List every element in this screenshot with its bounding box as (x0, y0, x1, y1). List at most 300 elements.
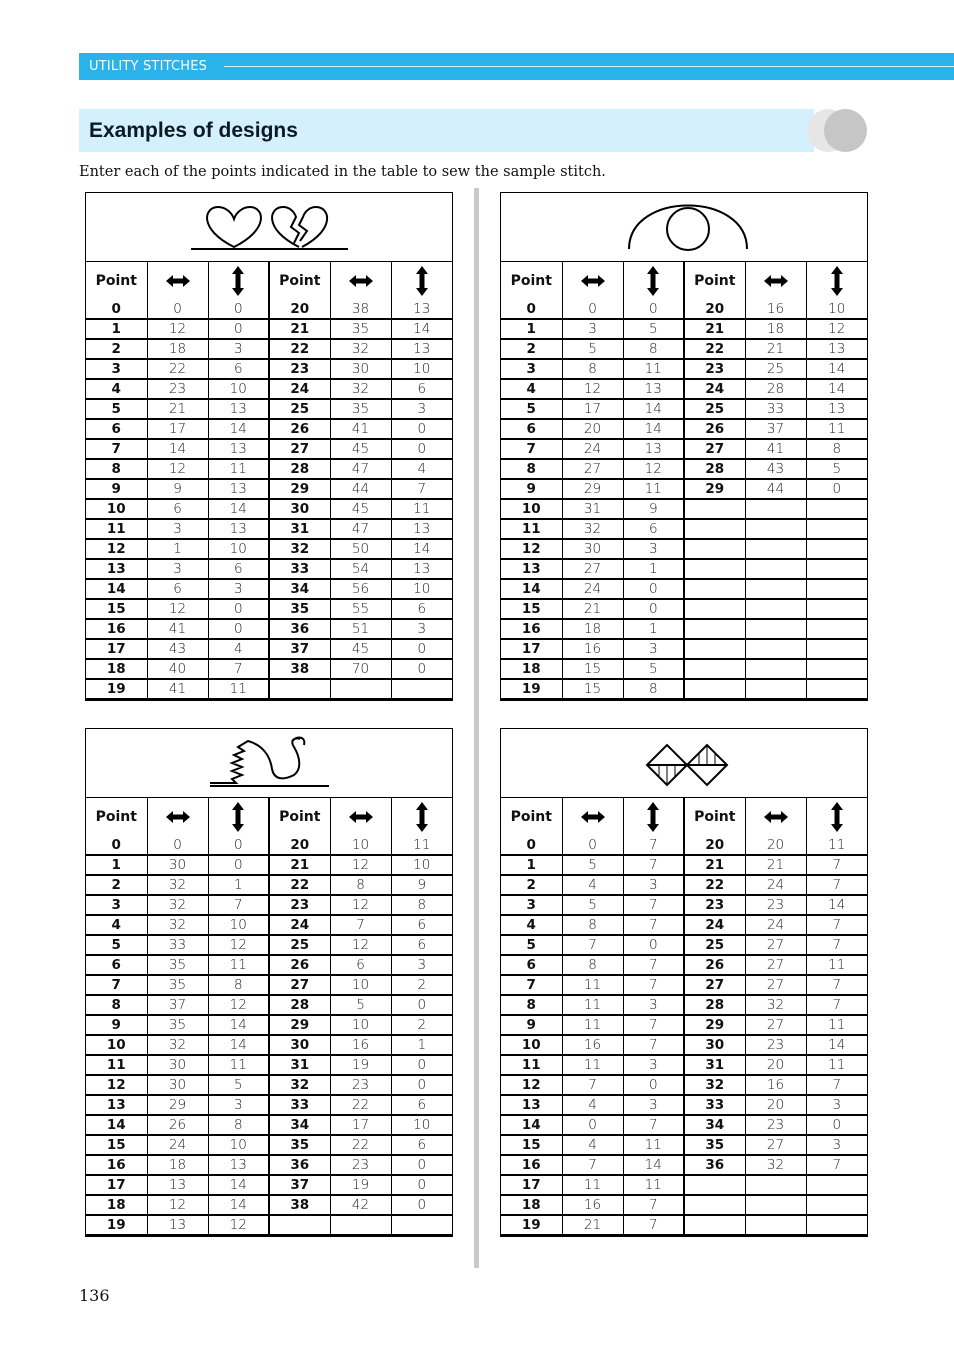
vertical-value: 14 (208, 1015, 269, 1035)
point-number: 27 (269, 975, 330, 995)
design-illustration (501, 729, 867, 798)
horizontal-value: 21 (562, 1215, 623, 1235)
vertical-value: 7 (623, 895, 684, 915)
vertical-value: 13 (208, 1155, 269, 1175)
horizontal-value: 55 (330, 599, 391, 619)
point-number: 7 (501, 439, 562, 459)
point-number: 11 (86, 1055, 147, 1075)
point-number: 2 (86, 339, 147, 359)
point-number: 6 (86, 419, 147, 439)
table-row (86, 1035, 452, 1055)
arc-circle-design-icon (501, 193, 869, 261)
horizontal-value: 32 (147, 1035, 208, 1055)
table-row (86, 1215, 452, 1235)
vertical-value: 13 (391, 559, 452, 579)
point-number: 17 (501, 639, 562, 659)
table-row (501, 300, 867, 319)
horizontal-value: 16 (562, 639, 623, 659)
table-row (86, 479, 452, 499)
vertical-value: 7 (391, 479, 452, 499)
point-number: 21 (269, 855, 330, 875)
point-number: 9 (86, 1015, 147, 1035)
table-row (501, 379, 867, 399)
design-panel-circle (500, 192, 868, 701)
vertical-value: 0 (806, 1115, 867, 1135)
horizontal-value: 21 (147, 399, 208, 419)
horizontal-value: 45 (330, 639, 391, 659)
vertical-value: 7 (806, 975, 867, 995)
table-row (501, 399, 867, 419)
horizontal-value: 11 (562, 975, 623, 995)
vertical-value: 10 (208, 915, 269, 935)
column-divider (474, 188, 479, 1268)
point-header: Point (684, 262, 745, 300)
vertical-value: 7 (806, 915, 867, 935)
vertical-value: 7 (623, 1115, 684, 1135)
horizontal-value: 12 (147, 599, 208, 619)
point-number: 27 (269, 439, 330, 459)
point-number: 30 (269, 499, 330, 519)
point-number: 5 (86, 935, 147, 955)
point-number: 18 (501, 1195, 562, 1215)
vertical-value: 8 (806, 439, 867, 459)
horizontal-value (745, 659, 806, 679)
horizontal-value (745, 1215, 806, 1235)
point-number: 32 (684, 1075, 745, 1095)
table-row (501, 519, 867, 539)
vertical-value: 7 (806, 935, 867, 955)
table-row (86, 855, 452, 875)
horizontal-value: 30 (147, 1055, 208, 1075)
point-number: 3 (86, 359, 147, 379)
vertical-value: 6 (391, 599, 452, 619)
table-row (86, 1015, 452, 1035)
point-header: Point (684, 798, 745, 836)
horizontal-value: 18 (147, 1155, 208, 1175)
vertical-value: 0 (208, 319, 269, 339)
horizontal-value: 5 (330, 995, 391, 1015)
horizontal-value: 14 (147, 439, 208, 459)
table-row (501, 539, 867, 559)
point-number: 12 (86, 1075, 147, 1095)
point-number: 20 (269, 836, 330, 855)
horizontal-value (745, 559, 806, 579)
vertical-value: 3 (623, 995, 684, 1015)
table-row (501, 639, 867, 659)
vertical-value: 0 (208, 599, 269, 619)
point-number: 15 (501, 599, 562, 619)
horizontal-value (745, 639, 806, 659)
point-number: 29 (684, 479, 745, 499)
table-row (501, 1035, 867, 1055)
vertical-value: 7 (623, 955, 684, 975)
horizontal-value: 19 (330, 1175, 391, 1195)
vertical-value: 1 (208, 875, 269, 895)
point-number: 21 (269, 319, 330, 339)
horizontal-value: 35 (330, 399, 391, 419)
horizontal-value: 54 (330, 559, 391, 579)
point-number: 16 (501, 1155, 562, 1175)
vertical-value (806, 1215, 867, 1235)
point-number: 25 (269, 399, 330, 419)
horizontal-value (745, 499, 806, 519)
point-number: 33 (269, 1095, 330, 1115)
horizontal-arrow-icon (745, 798, 806, 836)
horizontal-value: 24 (147, 1135, 208, 1155)
point-number: 29 (269, 1015, 330, 1035)
table-row (86, 915, 452, 935)
point-number: 11 (501, 519, 562, 539)
point-number: 10 (501, 499, 562, 519)
table-row (86, 875, 452, 895)
table-row (86, 1175, 452, 1195)
point-number: 25 (684, 399, 745, 419)
point-number: 19 (86, 1215, 147, 1235)
horizontal-value: 22 (147, 359, 208, 379)
horizontal-value: 47 (330, 459, 391, 479)
vertical-value (391, 679, 452, 699)
vertical-value: 7 (806, 1075, 867, 1095)
vertical-value: 0 (208, 836, 269, 855)
table-row (86, 1075, 452, 1095)
vertical-value: 4 (208, 639, 269, 659)
point-number (684, 619, 745, 639)
point-number: 18 (86, 659, 147, 679)
table-row (86, 659, 452, 679)
vertical-value (391, 1215, 452, 1235)
vertical-value: 0 (208, 855, 269, 875)
vertical-value: 0 (391, 1075, 452, 1095)
point-number: 35 (684, 1135, 745, 1155)
vertical-value: 11 (806, 1055, 867, 1075)
vertical-value: 5 (208, 1075, 269, 1095)
vertical-value: 3 (391, 399, 452, 419)
horizontal-value: 32 (330, 339, 391, 359)
page-number: 136 (79, 1286, 110, 1305)
table-row (501, 1155, 867, 1175)
point-number (684, 579, 745, 599)
point-number: 6 (501, 419, 562, 439)
table-row (501, 359, 867, 379)
horizontal-value: 26 (147, 1115, 208, 1135)
table-row (501, 875, 867, 895)
horizontal-arrow-icon (562, 798, 623, 836)
horizontal-arrow-icon (330, 798, 391, 836)
vertical-value: 0 (623, 300, 684, 319)
table-row (86, 619, 452, 639)
vertical-arrow-icon (391, 798, 452, 836)
vertical-value: 14 (208, 1035, 269, 1055)
point-number: 23 (269, 895, 330, 915)
horizontal-value: 21 (745, 855, 806, 875)
horizontal-value: 25 (745, 359, 806, 379)
design-panel-hearts (85, 192, 453, 701)
horizontal-value: 32 (147, 875, 208, 895)
point-number: 9 (501, 1015, 562, 1035)
vertical-value: 14 (623, 399, 684, 419)
point-number: 26 (684, 419, 745, 439)
vertical-value: 11 (208, 1055, 269, 1075)
point-number: 38 (269, 1195, 330, 1215)
section-header-bar (79, 53, 954, 80)
horizontal-value: 27 (745, 1015, 806, 1035)
vertical-value: 14 (806, 1035, 867, 1055)
horizontal-value: 7 (562, 935, 623, 955)
vertical-value (806, 1195, 867, 1215)
point-number (684, 519, 745, 539)
point-number: 14 (86, 579, 147, 599)
table-row (501, 836, 867, 855)
vertical-value: 7 (623, 1215, 684, 1235)
point-number: 24 (684, 379, 745, 399)
vertical-value (806, 579, 867, 599)
vertical-value: 14 (391, 319, 452, 339)
vertical-value: 11 (806, 419, 867, 439)
table-row (86, 519, 452, 539)
table-row (86, 439, 452, 459)
vertical-value: 13 (208, 479, 269, 499)
header-rule (224, 66, 954, 67)
point-number: 7 (501, 975, 562, 995)
design-illustration (501, 193, 867, 262)
horizontal-value: 9 (147, 479, 208, 499)
point-number: 3 (501, 359, 562, 379)
point-number: 16 (501, 619, 562, 639)
table-row (501, 1015, 867, 1035)
horizontal-value: 27 (745, 975, 806, 995)
vertical-value: 5 (623, 659, 684, 679)
vertical-value: 11 (623, 1175, 684, 1195)
vertical-value: 12 (208, 1215, 269, 1235)
horizontal-value: 38 (330, 300, 391, 319)
vertical-value: 11 (623, 359, 684, 379)
vertical-value: 10 (391, 855, 452, 875)
table-row (86, 539, 452, 559)
design-illustration (86, 193, 452, 262)
section-label: UTILITY STITCHES (89, 59, 208, 74)
horizontal-value: 0 (147, 836, 208, 855)
vertical-value: 14 (806, 359, 867, 379)
horizontal-value: 32 (147, 915, 208, 935)
point-number: 2 (501, 875, 562, 895)
point-number: 6 (86, 955, 147, 975)
horizontal-value: 15 (562, 659, 623, 679)
point-number: 4 (501, 915, 562, 935)
table-row (86, 339, 452, 359)
point-number: 26 (269, 955, 330, 975)
point-number: 12 (501, 1075, 562, 1095)
table-row (501, 1055, 867, 1075)
vertical-value: 11 (391, 499, 452, 519)
point-number (684, 679, 745, 699)
horizontal-value: 24 (745, 915, 806, 935)
vertical-value: 7 (208, 895, 269, 915)
horizontal-value: 5 (562, 339, 623, 359)
point-number (684, 599, 745, 619)
point-number: 9 (501, 479, 562, 499)
horizontal-value: 16 (562, 1035, 623, 1055)
point-number: 19 (501, 679, 562, 699)
vertical-value: 0 (208, 619, 269, 639)
vertical-arrow-icon (391, 262, 452, 300)
table-row (86, 1195, 452, 1215)
horizontal-value: 56 (330, 579, 391, 599)
horizontal-value: 18 (562, 619, 623, 639)
horizontal-value: 22 (330, 1135, 391, 1155)
vertical-value: 3 (208, 339, 269, 359)
table-row (86, 955, 452, 975)
vertical-value: 11 (208, 955, 269, 975)
horizontal-value: 30 (147, 1075, 208, 1095)
point-number: 20 (269, 300, 330, 319)
horizontal-value: 23 (330, 1075, 391, 1095)
point-number: 14 (501, 1115, 562, 1135)
point-number: 31 (269, 519, 330, 539)
horizontal-value: 16 (745, 300, 806, 319)
horizontal-value: 45 (330, 439, 391, 459)
vertical-value: 7 (623, 1195, 684, 1215)
vertical-arrow-icon (623, 262, 684, 300)
table-row (501, 1135, 867, 1155)
horizontal-value: 4 (562, 875, 623, 895)
vertical-value: 7 (623, 855, 684, 875)
table-row (501, 1215, 867, 1235)
design-panel-diamonds (500, 728, 868, 1237)
horizontal-value: 23 (745, 1035, 806, 1055)
vertical-value: 0 (391, 419, 452, 439)
point-number: 38 (269, 659, 330, 679)
point-header: Point (269, 798, 330, 836)
table-row (501, 599, 867, 619)
horizontal-value: 44 (330, 479, 391, 499)
horizontal-value: 35 (147, 955, 208, 975)
horizontal-arrow-icon (147, 798, 208, 836)
point-number: 8 (86, 459, 147, 479)
point-number: 0 (501, 300, 562, 319)
point-number: 18 (86, 1195, 147, 1215)
point-number: 8 (501, 995, 562, 1015)
horizontal-value: 24 (562, 439, 623, 459)
horizontal-value (745, 539, 806, 559)
table-row (86, 1115, 452, 1135)
table-row (501, 935, 867, 955)
vertical-value: 7 (623, 915, 684, 935)
point-number: 5 (501, 399, 562, 419)
vertical-value: 0 (391, 639, 452, 659)
horizontal-value: 37 (745, 419, 806, 439)
table-row (86, 379, 452, 399)
point-number: 19 (86, 679, 147, 699)
point-number: 8 (86, 995, 147, 1015)
horizontal-value: 24 (745, 875, 806, 895)
point-number: 28 (684, 995, 745, 1015)
title-bar (79, 109, 814, 152)
vertical-value: 2 (391, 1015, 452, 1035)
vertical-value: 0 (391, 995, 452, 1015)
vertical-value (806, 679, 867, 699)
vertical-value (806, 599, 867, 619)
table-row (86, 836, 452, 855)
horizontal-value: 17 (330, 1115, 391, 1135)
horizontal-value: 6 (147, 579, 208, 599)
vertical-value: 3 (623, 875, 684, 895)
vertical-value: 11 (623, 1135, 684, 1155)
point-number: 23 (269, 359, 330, 379)
table-row (86, 579, 452, 599)
point-number: 22 (684, 875, 745, 895)
horizontal-value: 41 (147, 619, 208, 639)
point-number: 13 (86, 1095, 147, 1115)
horizontal-value: 12 (147, 1195, 208, 1215)
table-row (86, 399, 452, 419)
point-number: 20 (684, 836, 745, 855)
horizontal-value (745, 679, 806, 699)
horizontal-value: 20 (562, 419, 623, 439)
vertical-value: 5 (806, 459, 867, 479)
vertical-value: 13 (208, 399, 269, 419)
point-number: 1 (501, 319, 562, 339)
vertical-value: 0 (623, 599, 684, 619)
vertical-value (806, 659, 867, 679)
horizontal-value (745, 519, 806, 539)
table-row (501, 915, 867, 935)
vertical-value: 13 (391, 519, 452, 539)
point-number: 24 (269, 915, 330, 935)
table-row (501, 895, 867, 915)
table-row (86, 1155, 452, 1175)
vertical-value: 7 (208, 659, 269, 679)
horizontal-value: 16 (330, 1035, 391, 1055)
vertical-value: 6 (208, 559, 269, 579)
point-number: 32 (269, 539, 330, 559)
horizontal-value: 29 (562, 479, 623, 499)
vertical-value: 10 (391, 359, 452, 379)
table-row (86, 935, 452, 955)
vertical-value: 8 (623, 679, 684, 699)
vertical-value: 6 (391, 1135, 452, 1155)
point-header: Point (86, 262, 147, 300)
swan-design-icon (86, 729, 454, 797)
horizontal-value: 15 (562, 679, 623, 699)
point-number: 22 (684, 339, 745, 359)
point-number: 4 (501, 379, 562, 399)
horizontal-value (745, 1195, 806, 1215)
horizontal-value: 10 (330, 836, 391, 855)
vertical-value: 3 (806, 1095, 867, 1115)
point-number: 37 (269, 639, 330, 659)
vertical-value: 0 (623, 579, 684, 599)
point-number: 0 (501, 836, 562, 855)
vertical-value: 7 (806, 995, 867, 1015)
vertical-value: 12 (806, 319, 867, 339)
vertical-value: 9 (391, 875, 452, 895)
horizontal-value: 1 (147, 539, 208, 559)
horizontal-value: 24 (562, 579, 623, 599)
point-number: 12 (501, 539, 562, 559)
horizontal-value: 30 (147, 855, 208, 875)
vertical-value: 1 (623, 619, 684, 639)
point-number: 5 (501, 935, 562, 955)
horizontal-value: 16 (562, 1195, 623, 1215)
horizontal-value: 13 (147, 1215, 208, 1235)
horizontal-value: 30 (562, 539, 623, 559)
vertical-value: 6 (391, 915, 452, 935)
point-number: 15 (86, 1135, 147, 1155)
vertical-value: 9 (623, 499, 684, 519)
vertical-value: 11 (623, 479, 684, 499)
diamonds-design-icon (501, 729, 869, 797)
horizontal-value: 7 (562, 1075, 623, 1095)
